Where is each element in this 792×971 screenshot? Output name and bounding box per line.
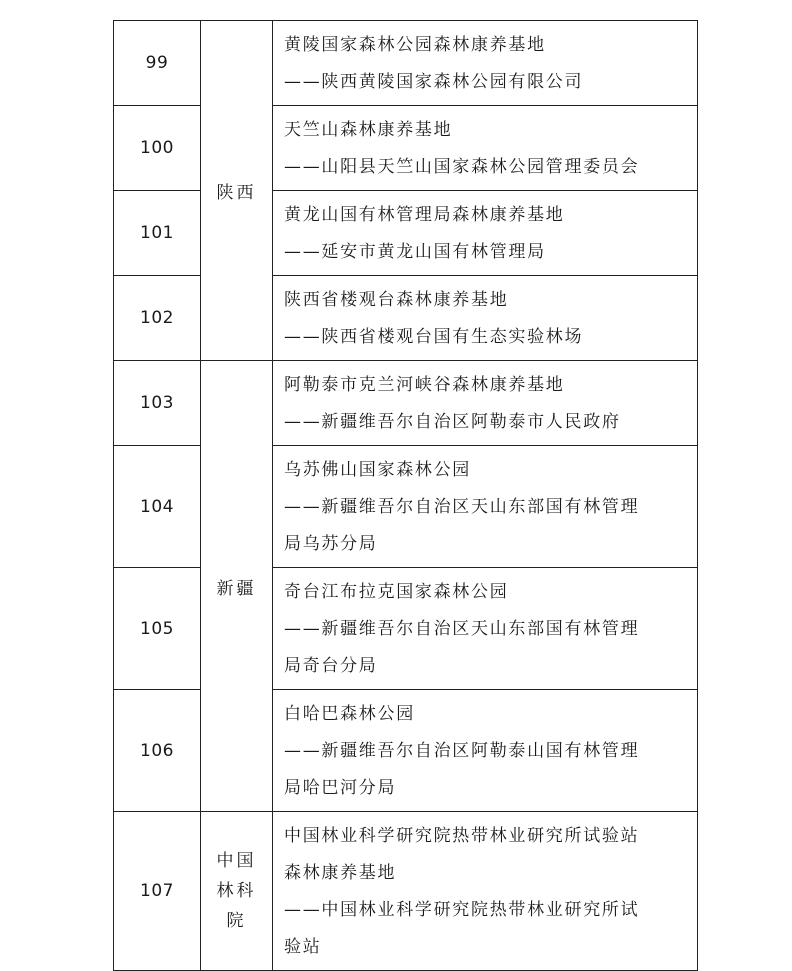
- base-operator: ——延安市黄龙山国有林管理局: [284, 242, 546, 262]
- base-description: [273, 191, 698, 276]
- province-label-line: 院: [226, 911, 247, 931]
- base-operator: ——山阳县天竺山国家森林公园管理委员会: [284, 157, 640, 177]
- base-name: 阿勒泰市克兰河峡谷森林康养基地: [284, 375, 565, 395]
- base-name: 黄龙山国有林管理局森林康养基地: [284, 205, 565, 225]
- base-name: 奇台江布拉克国家森林公园: [284, 582, 509, 602]
- base-operator-continued: 局哈巴河分局: [284, 778, 397, 798]
- base-operator-continued: 局奇台分局: [284, 656, 378, 676]
- base-operator-continued: 验站: [284, 937, 322, 957]
- base-operator-continued: 局乌苏分局: [284, 534, 378, 554]
- base-name: 黄陵国家森林公园森林康养基地: [284, 35, 546, 55]
- base-name: 乌苏佛山国家森林公园: [284, 460, 471, 480]
- base-operator: ——中国林业科学研究院热带林业研究所试: [284, 900, 640, 920]
- base-description: [273, 568, 698, 690]
- base-list-table: [113, 20, 698, 971]
- base-operator: ——新疆维吾尔自治区阿勒泰市人民政府: [284, 412, 621, 432]
- base-name: 中国林业科学研究院热带林业研究所试验站: [284, 826, 640, 846]
- province-cell-caf: [201, 812, 273, 971]
- base-operator: ——新疆维吾尔自治区天山东部国有林管理: [284, 497, 640, 517]
- table-row: [114, 812, 698, 971]
- row-number: 100: [114, 106, 201, 191]
- base-name-continued: 森林康养基地: [284, 863, 397, 883]
- base-operator: ——新疆维吾尔自治区阿勒泰山国有林管理: [284, 741, 640, 761]
- row-number: 103: [114, 361, 201, 446]
- base-description: [273, 106, 698, 191]
- row-number: 101: [114, 191, 201, 276]
- row-number: 104: [114, 446, 201, 568]
- base-description: [273, 446, 698, 568]
- table-row: [114, 361, 698, 446]
- base-operator: ——陕西省楼观台国有生态实验林场: [284, 327, 584, 347]
- province-label-line: 林科: [216, 881, 257, 901]
- base-operator: ——新疆维吾尔自治区天山东部国有林管理: [284, 619, 640, 639]
- row-number: 107: [114, 812, 201, 971]
- table-row: [114, 21, 698, 106]
- base-description: [273, 361, 698, 446]
- base-name: 陕西省楼观台森林康养基地: [284, 290, 509, 310]
- row-number: 105: [114, 568, 201, 690]
- base-operator: ——陕西黄陵国家森林公园有限公司: [284, 72, 584, 92]
- base-description: [273, 690, 698, 812]
- province-label-line: 中国: [216, 851, 257, 871]
- row-number: 99: [114, 21, 201, 106]
- row-number: 102: [114, 276, 201, 361]
- base-description: [273, 812, 698, 971]
- province-cell-xinjiang: 新疆: [201, 361, 273, 812]
- base-name: 白哈巴森林公园: [284, 704, 415, 724]
- province-cell-shaanxi: 陕西: [201, 21, 273, 361]
- base-name: 天竺山森林康养基地: [284, 120, 453, 140]
- row-number: 106: [114, 690, 201, 812]
- base-description: [273, 21, 698, 106]
- base-description: [273, 276, 698, 361]
